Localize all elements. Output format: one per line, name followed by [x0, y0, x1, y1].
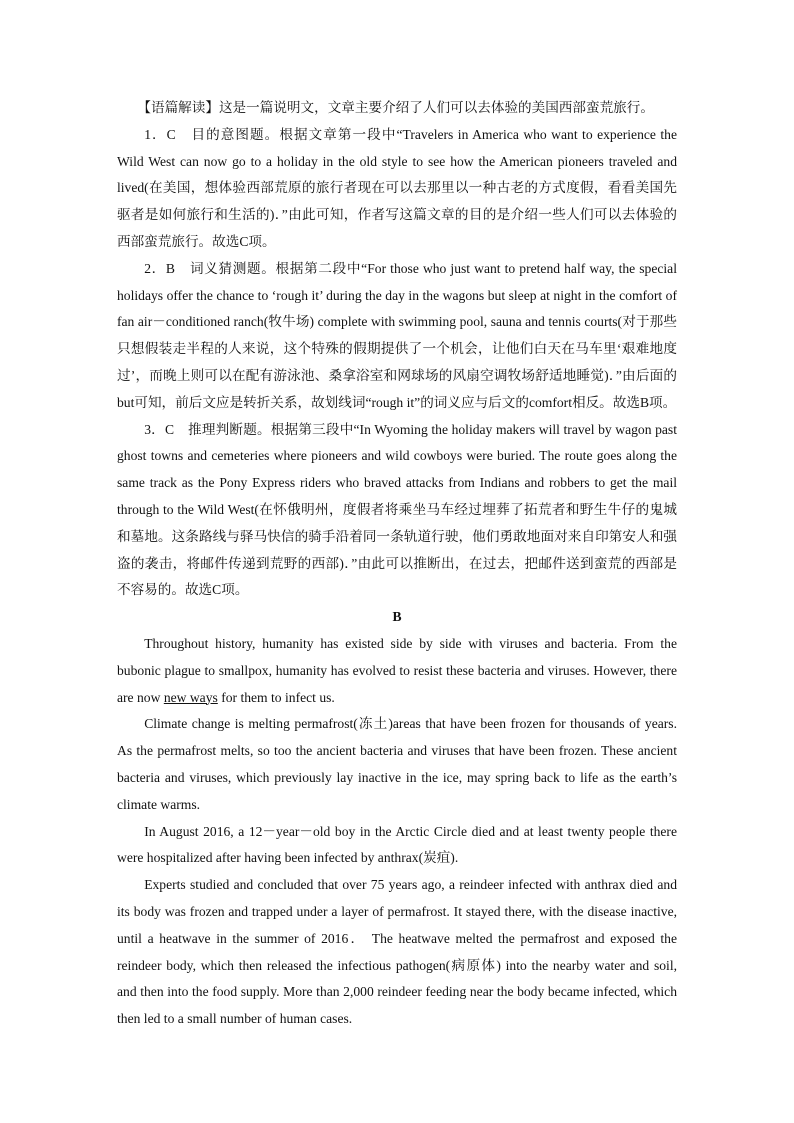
passage-interpretation: 【语篇解读】这是一篇说明文，文章主要介绍了人们可以去体验的美国西部蛮荒旅行。 [137, 100, 654, 115]
page-content [117, 95, 677, 1033]
section-b-paragraph-2: Climate change is melting permafrost(冻土)areas that have been frozen for thousands of years. As the permafrost melts, so too the ancient bacteria and viruses that have been frozen. These ancient bacteria and viruses, which previously lay inactive in the ice, may spring back to life as the earth’s climate warms. [117, 716, 677, 812]
paragraph-text: Throughout history, humanity has existed side by side with viruses and bacteria. From the bubonic plague to smallpox, humanity has evolved to resist these bacteria and viruses. However, there are now [117, 635, 677, 705]
answer-2-explanation: 2．B 词义猜测题。根据第二段中“For those who just want to pretend half way, the special holidays offer the chance to ‘rough it’ during the day in the wagons but sleep at night in the comfort of fan air－conditioned ranch(牧牛场) complete with swimming pool, sauna and tennis courts(对于那些只想假装走半程的人来说，这个特殊的假期提供了一个机会，让他们白天在马车里‘艰难地度过’，而晚上则可以在配有游泳池、桑拿浴室和网球场的风扇空调牧场舒适地睡觉)．”由后面的but可知，前后文应是转折关系，故划线词“rough it”的词义应与后文的comfort相反。故选B项。 [117, 260, 677, 410]
section-b-heading: B [392, 609, 402, 625]
section-b-paragraph-4: Experts studied and concluded that over 75 years ago, a reindeer infected with anthrax died and its body was frozen and trapped under a layer of permafrost. It stayed there, with the disease inactive, until a heatwave in the summer of 2016． The heatwave melted the permafrost and exposed the reindeer body, which then released the infectious pathogen(病原体) into the nearby water and soil, and then into the food supply. More than 2,000 reindeer feeding near the body became infected, which then led to a small number of human cases. [117, 877, 677, 1027]
section-b-paragraph-3: In August 2016, a 12－year－old boy in the Arctic Circle died and at least twenty people there were hospitalized after having been infected by anthrax(炭疽). [117, 823, 677, 866]
paragraph-text: for them to infect us. [217, 689, 335, 705]
underlined-phrase: new ways [163, 689, 218, 705]
answer-3-explanation: 3．C 推理判断题。根据第三段中“In Wyoming the holiday makers will travel by wagon past ghost towns and cemeteries where pioneers and wild cowboys were buried. The route goes along the same track as the Pony Express riders who braved attacks from Indians and robbers to get the mail through to the Wild West(在怀俄明州，度假者将乘坐马车经过埋葬了拓荒者和野生牛仔的鬼城和墓地。这条路线与驿马快信的骑手沿着同一条轨道行驶，他们勇敢地面对来自印第安人和强盗的袭击，将邮件传递到荒野的西部)．”由此可以推断出，在过去，把邮件送到蛮荒的西部是不容易的。故选C项。 [117, 421, 677, 598]
section-b-paragraph-1 [117, 631, 677, 711]
answer-1-explanation: 1．C 目的意图题。根据文章第一段中“Travelers in America who want to experience the Wild West can now go to a holiday in the old style to see how the American pioneers traveled and lived(在美国，想体验西部荒原的旅行者现在可以去那里以一种古老的方式度假，看看美国先驱者是如何旅行和生活的)．”由此可知，作者写这篇文章的目的是介绍一些人们可以去体验的西部蛮荒旅行。故选C项。 [117, 126, 677, 249]
